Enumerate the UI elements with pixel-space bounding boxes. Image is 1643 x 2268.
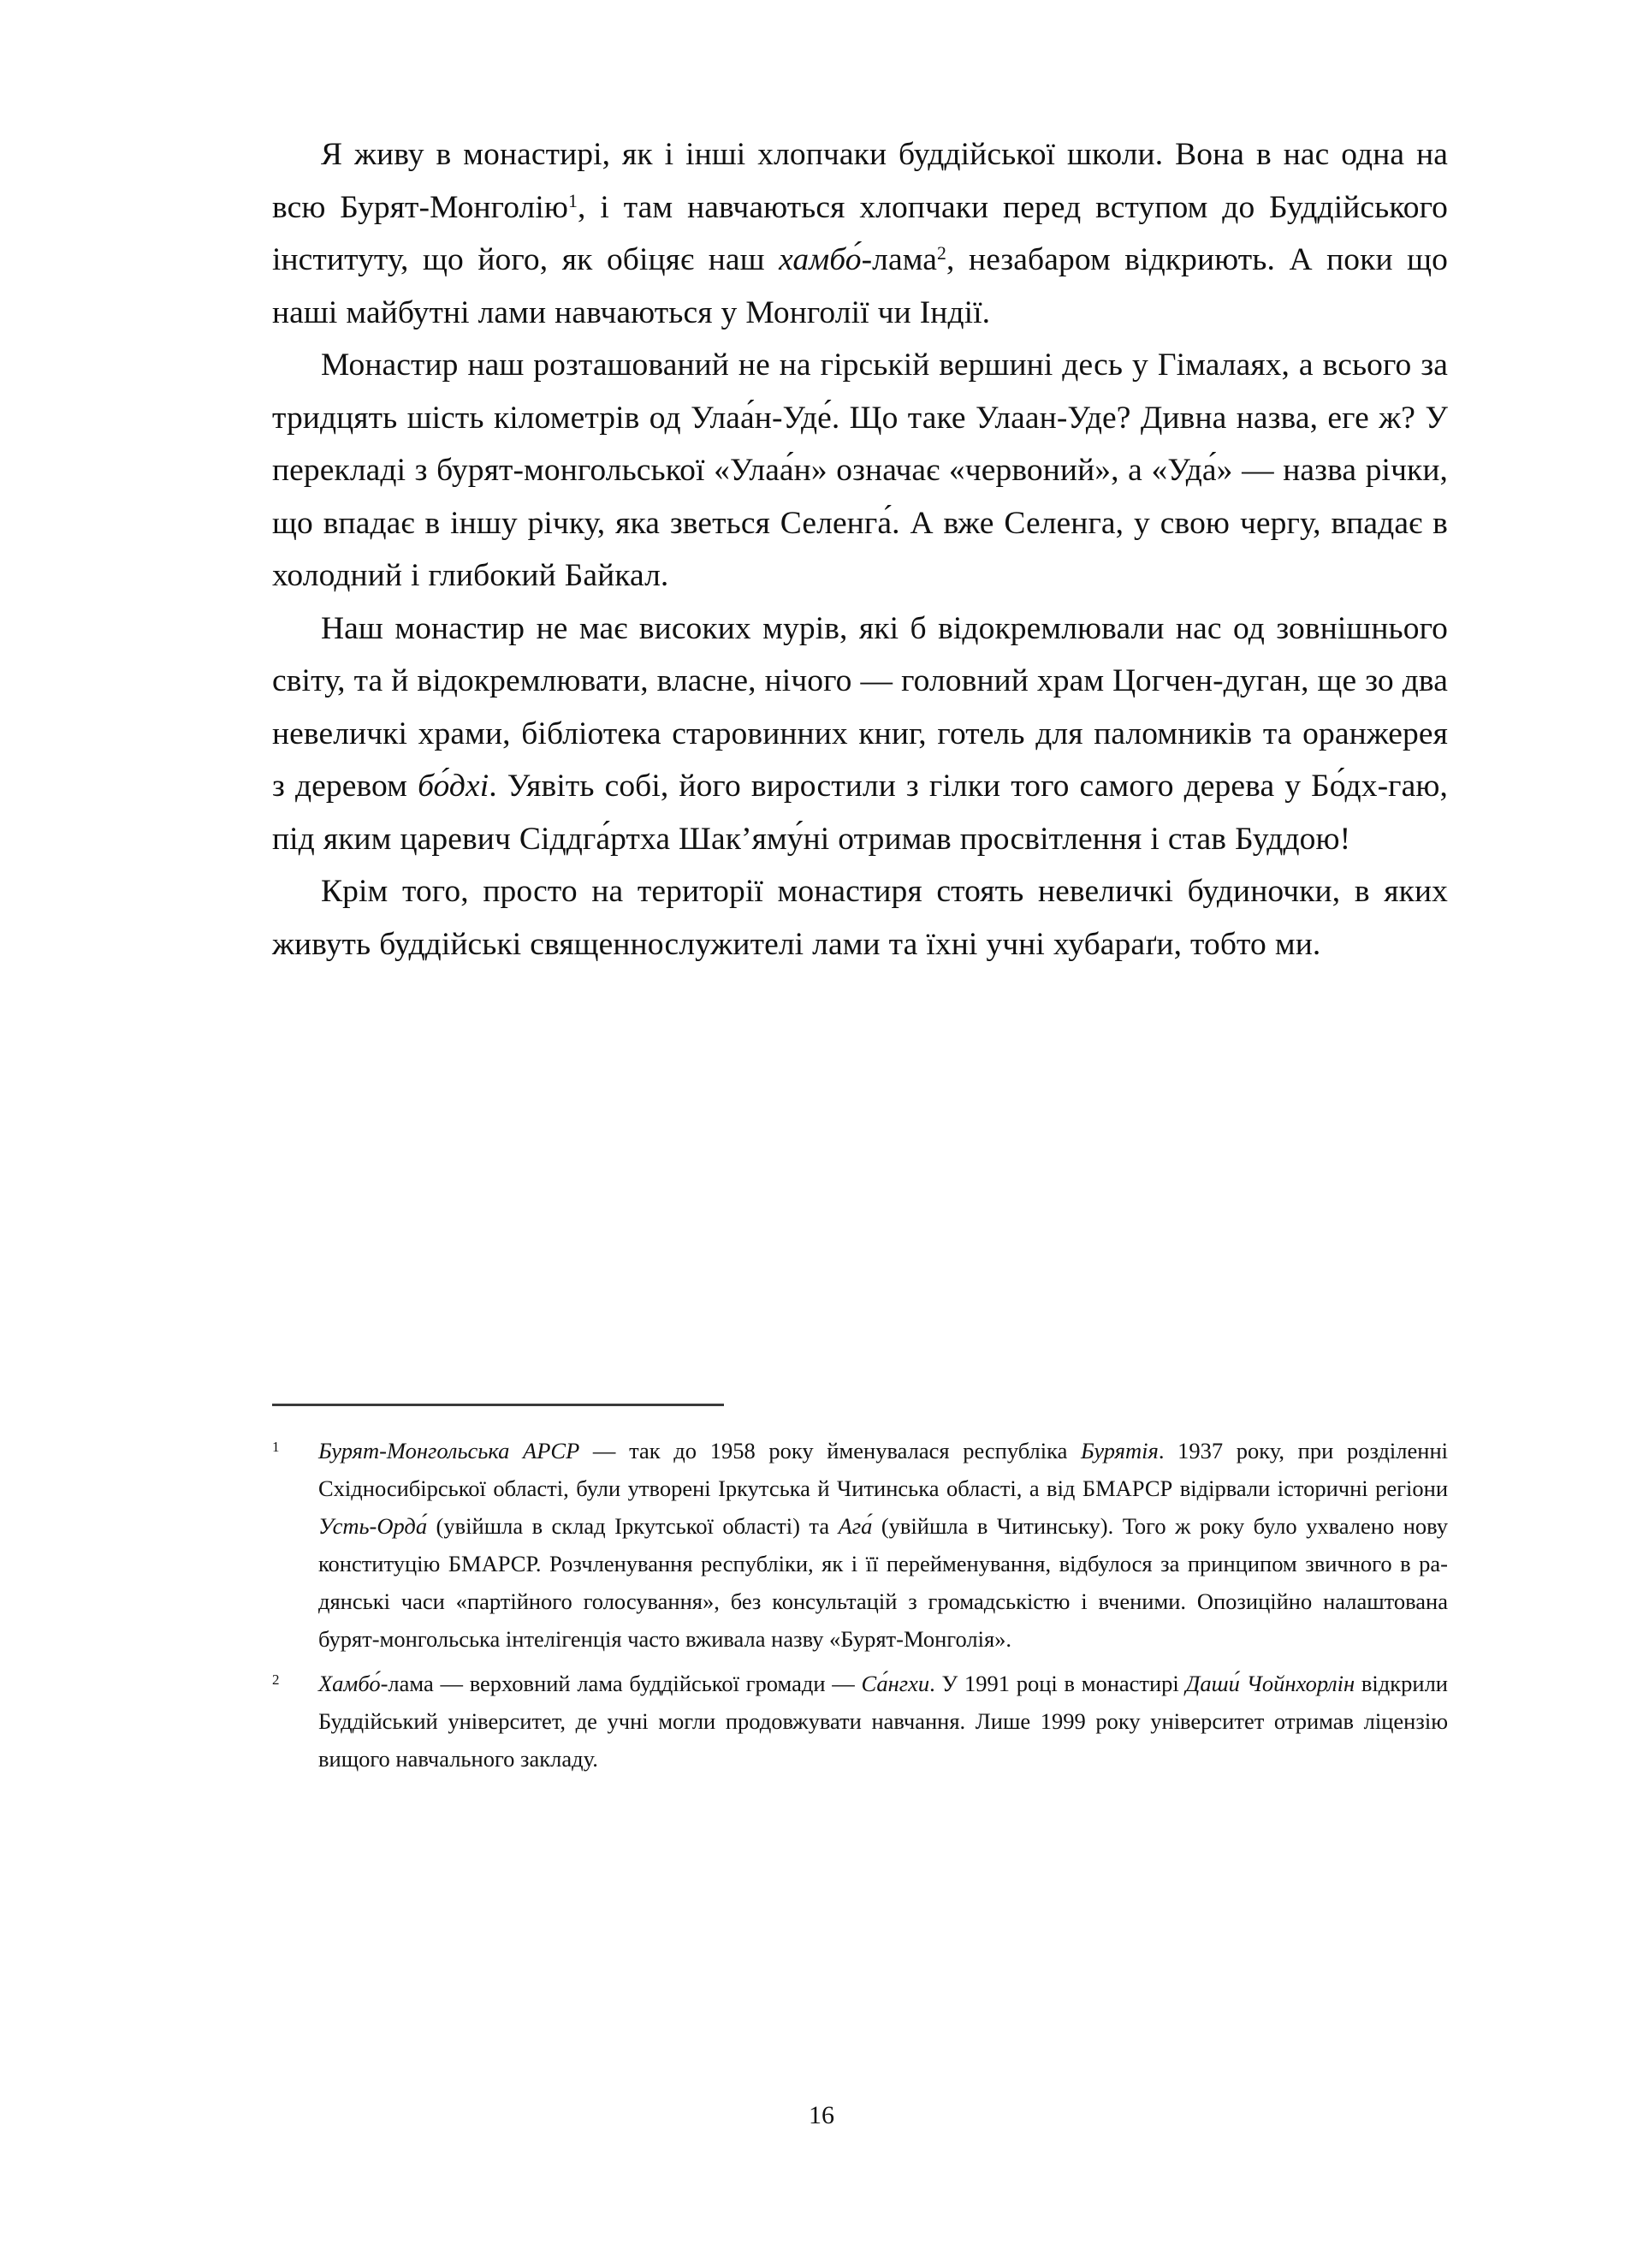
- page-number: 16: [809, 2101, 834, 2129]
- italic-term: Ага́: [838, 1513, 873, 1539]
- body-paragraph: Я живу в монастирі, як і інші хлопчаки буддійської школи. Вона в нас одна на всю Бурят-Монголію$^1$, і там навчаються хлопчаки перед вступом до Буддійського інституту, що його, як обіцяє наш хамбо́-лама$^2$, незабаром відкриють. А поки що наші майбутні лами навчаються у Монголії чи Індії.: [272, 137, 1448, 330]
- body-paragraph: Крім того, просто на території монастиря стоять невеличкі будиночки, в яких живуть буддійські священнослужителі лами та їхні учні хубараґи, тобто ми.: [272, 874, 1448, 962]
- italic-term: Бурятія: [1081, 1438, 1159, 1464]
- footnote-marker: 2: [272, 1671, 280, 1688]
- footnote-separator-rule: [272, 1404, 724, 1406]
- italic-term: Даши́ Чойнхорлін: [1185, 1671, 1355, 1696]
- italic-term: хамбо́: [779, 242, 862, 277]
- footnote-section: [272, 1404, 1448, 1784]
- footnote-text: Хамбо́-лама — верховний лама буддійської громади — Са́нгхи. У 1991 році в монастирі Даши́ Чойнхорлін відкрили Буддійський університет, де учні могли продовжувати навчання. Лише 1999 року університет отримав ліцензію вищого навчального закладу.: [318, 1671, 1448, 1772]
- italic-term: Са́нгхи: [861, 1671, 930, 1696]
- italic-term: бо́дхі: [418, 769, 489, 804]
- footnote-marker: 1: [272, 1439, 280, 1455]
- body-paragraph: Монастир наш розташований не на гірській вершині десь у Гімалаях, а всього за тридцять шість кілометрів од Улаа́н-Уде́. Що таке Улаан-Уде? Дивна назва, еге ж? У перекладі з бурят-монгольської «Улаа́н» означає «червоний», а «Уда́» — назва річки, що впадає в іншу річку, яка зветься Селенга́. А вже Селенга, у свою чергу, впадає в холодний і глибокий Байкал.: [272, 347, 1448, 593]
- footnote-item: [272, 1665, 1448, 1778]
- italic-term: Хамбо́: [318, 1671, 381, 1696]
- body-text-block: [272, 128, 1448, 971]
- footnote-item: [272, 1432, 1448, 1658]
- footnote-text: Бурят-Монгольська АРСР — так до 1958 року йменувалася республіка Бурятія. 1937 року, при розділенні Східносибірської області, були утворені Іркутська й Читинська області, а від БМАРСР відірвали історичні регіони Усть-Орда́ (увійшла в склад Іркутської області) та Ага́ (увійшла в Читинську). Того ж року було ухвалено нову конституцію БМАРСР. Розчленування республіки, як і її перейменування, відбулося за принципом звичного в радянські часи «партійного голосування», без консультацій з громадськістю і вченими. Опозиційно налаштована бурят-монгольська інтелігенція часто вживала назву «Бурят-Монголія».: [318, 1438, 1448, 1652]
- footnote-reference[interactable]: 2: [937, 243, 947, 264]
- italic-term: Усть-Орда́: [318, 1513, 428, 1539]
- body-paragraph: Наш монастир не має високих мурів, які б відокремлювали нас од зовнішнього світу, та й відокремлювати, власне, нічого — головний храм Цогчен-дуган, ще зо два невеличкі храми, бібліотека старовинних книг, готель для паломників та оранжерея з деревом бо́дхі. Уявіть собі, його виростили з гілки того самого дерева у Бо́дх-гаю, під яким царевич Сіддга́ртха Шак’яму́ні отримав просвітлення і став Буддою!: [272, 610, 1448, 857]
- footnote-reference[interactable]: 1: [568, 190, 578, 211]
- italic-term: Бурят-Монгольська АРСР: [318, 1438, 580, 1464]
